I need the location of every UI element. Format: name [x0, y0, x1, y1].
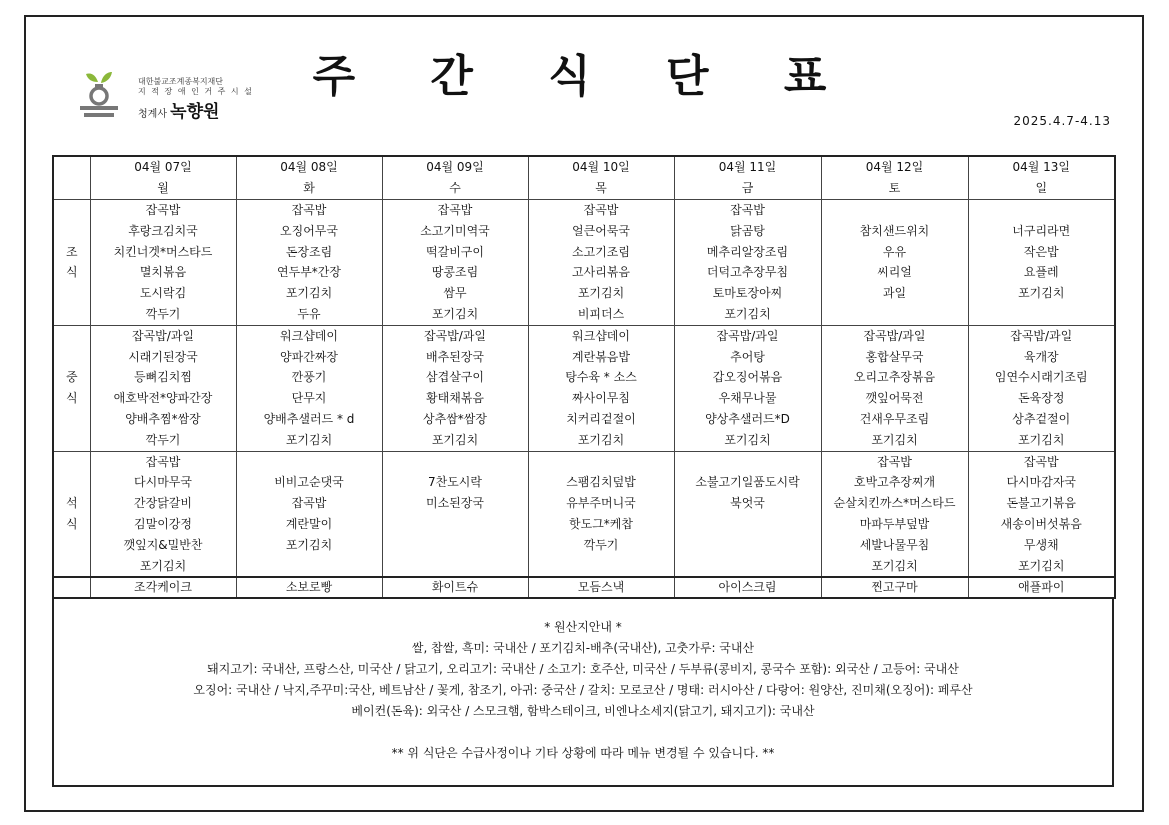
menu-item: 오리고추장볶음 — [853, 370, 936, 385]
menu-item — [822, 304, 968, 325]
day-date: 04월 07일 — [90, 156, 236, 178]
meal-cell — [968, 325, 1115, 451]
menu-item: 잡곡밥 — [437, 203, 473, 217]
meal-label — [53, 200, 90, 326]
menu-item: 너구리라면 — [1012, 223, 1071, 238]
menu-item: 우채무나물 — [718, 391, 777, 406]
menu-item: 미소된장국 — [426, 496, 484, 511]
menu-item: 잡곡밥/과일 — [131, 328, 194, 343]
snack-item: 소보로빵 — [236, 577, 382, 598]
day-date: 04월 11일 — [674, 156, 821, 178]
menu-item — [529, 452, 674, 473]
menu-item: 새송이버섯볶음 — [1000, 516, 1082, 531]
menu-item: 포기김치 — [871, 558, 918, 573]
org-name — [138, 97, 219, 122]
menu-item: 얼큰어묵국 — [572, 223, 630, 238]
note-line: 돼지고기: 국내산, 프랑스산, 미국산 / 닭고기, 오리고기: 국내산 / 소고기: 호주산, 미국산 / 두부류(콩비지, 콩국수 포함): 외국산 / 고등어: 국내산 — [207, 662, 959, 676]
menu-item: 세발나물무침 — [859, 537, 930, 552]
menu-item — [969, 200, 1115, 221]
menu-item: 삼겹살구이 — [426, 370, 484, 385]
menu-item: 참치샌드위치 — [859, 223, 930, 238]
menu-item — [822, 200, 968, 221]
menu-item: 스팸김치덮밥 — [566, 475, 636, 490]
menu-item: 씨리얼 — [877, 265, 912, 280]
header-date-row — [53, 156, 1115, 178]
menu-item — [237, 556, 382, 577]
meal-cell — [382, 200, 528, 326]
menu-item: 잡곡밥 — [877, 454, 912, 469]
meal-label — [53, 325, 90, 451]
menu-item: 등뼈김치찜 — [134, 370, 192, 385]
meal-cell — [90, 200, 236, 326]
day-date: 04월 13일 — [968, 156, 1115, 178]
day-date: 04월 09일 — [382, 156, 528, 178]
menu-item: 작은밥 — [1023, 244, 1059, 259]
day-weekday: 화 — [236, 178, 382, 200]
menu-item — [675, 535, 821, 556]
menu-item: 깻잎지&밀반찬 — [123, 537, 203, 552]
meal-row — [53, 325, 1115, 451]
menu-item — [383, 452, 528, 473]
meal-label-char: 식 — [65, 391, 78, 406]
meal-cell — [968, 451, 1115, 577]
menu-item — [383, 556, 528, 577]
menu-item: 애호박전*양파간장 — [113, 391, 213, 406]
org-main-name: 녹향원 — [170, 102, 220, 122]
menu-item: 워크샵데이 — [280, 328, 338, 343]
day-weekday: 목 — [528, 178, 674, 200]
menu-item: 소불고기일품도시락 — [695, 475, 800, 490]
meal-label-char: 중 — [65, 370, 78, 385]
menu-item: 우유 — [882, 244, 907, 259]
menu-item: 간장닭갈비 — [134, 496, 192, 511]
menu-item: 잡곡밥/과일 — [423, 328, 486, 343]
menu-item: 돈불고기볶음 — [1006, 496, 1077, 511]
menu-item: 북엇국 — [730, 496, 765, 511]
menu-item: 치킨너겟*머스타드 — [113, 244, 213, 259]
menu-item: 잡곡밥 — [583, 203, 619, 217]
meal-row — [53, 451, 1115, 577]
menu-item: 포기김치 — [285, 286, 333, 301]
org-facility-type: 지 적 장 애 인 거 주 시 설 — [138, 87, 254, 96]
menu-item: 양배추찜*쌈장 — [125, 411, 201, 426]
menu-item: 탕수육 * 소스 — [565, 370, 637, 385]
menu-item: 더덕고추장무침 — [706, 265, 789, 280]
menu-item: 양배추샐러드 * d — [263, 411, 355, 426]
menu-item: 워크샵데이 — [572, 328, 630, 343]
menu-item: 잡곡밥 — [730, 203, 765, 217]
menu-item: 짜사이무침 — [572, 391, 630, 406]
snack-item: 조각케이크 — [90, 577, 236, 598]
menu-item: 무생채 — [1023, 537, 1059, 552]
menu-item — [237, 452, 382, 473]
menu-item: 치커리겉절이 — [566, 411, 636, 426]
menu-item: 도시락김 — [139, 286, 187, 301]
meal-cell — [236, 451, 382, 577]
menu-item: 다시마무국 — [134, 475, 192, 490]
day-weekday: 금 — [674, 178, 821, 200]
menu-item: 깍두기 — [145, 432, 181, 447]
weekly-menu-table — [52, 155, 1116, 599]
meal-cell — [90, 325, 236, 451]
meal-label — [53, 451, 90, 577]
menu-item: 계란볶음밥 — [572, 349, 630, 364]
menu-item: 닭곰탕 — [730, 223, 765, 238]
menu-item: 추어탕 — [730, 349, 765, 364]
menu-item: 포기김치 — [1018, 558, 1065, 573]
menu-item: 김말이강정 — [134, 516, 192, 531]
menu-item: 쌈무 — [443, 286, 467, 301]
org-prefix: 청계사 — [138, 109, 167, 120]
menu-item: 상추겉절이 — [1012, 411, 1071, 426]
menu-item: 홍합살무국 — [865, 349, 924, 364]
header-corner — [53, 156, 90, 200]
meal-cell — [382, 451, 528, 577]
menu-item: 메추리알장조림 — [706, 244, 789, 259]
page-title: 주 간 식 단 표 — [312, 51, 857, 102]
menu-item: 핫도그*케찹 — [569, 516, 633, 531]
day-date: 04월 10일 — [528, 156, 674, 178]
origin-notes — [52, 597, 1114, 787]
menu-item: 갑오징어볶음 — [712, 370, 783, 385]
day-date: 04월 08일 — [236, 156, 382, 178]
day-date: 04월 12일 — [821, 156, 968, 178]
menu-item: 양파간짜장 — [280, 349, 338, 364]
menu-item: 돈장조림 — [285, 244, 333, 259]
day-weekday: 토 — [821, 178, 968, 200]
menu-item: 포기김치 — [139, 558, 187, 573]
organization-logo — [78, 70, 268, 122]
menu-item: 포기김치 — [431, 432, 479, 447]
menu-item: 포기김치 — [577, 432, 625, 447]
snack-label — [53, 577, 90, 598]
note-line: ** 위 식단은 수급사정이나 기타 상황에 따라 메뉴 변경될 수 있습니다. ** — [391, 746, 775, 760]
note-line — [54, 722, 1112, 743]
menu-item: 소고기미역국 — [420, 223, 490, 238]
meal-row — [53, 200, 1115, 326]
meal-cell — [968, 200, 1115, 326]
menu-item: 땅콩조림 — [431, 265, 479, 280]
menu-item: 잡곡밥 — [1023, 454, 1059, 469]
meal-cell — [528, 200, 674, 326]
menu-item: 과일 — [882, 286, 907, 301]
menu-item: 포기김치 — [871, 432, 918, 447]
menu-item: 돈육장정 — [1018, 391, 1065, 406]
menu-item — [675, 452, 821, 473]
meal-cell — [236, 325, 382, 451]
menu-item: 단무지 — [291, 391, 327, 406]
snack-row — [53, 577, 1115, 598]
note-line: * 원산지안내 * — [544, 620, 622, 634]
menu-item: 깍두기 — [583, 537, 619, 552]
header-weekday-row — [53, 178, 1115, 200]
meal-label-char: 석 — [65, 496, 78, 511]
meal-cell — [821, 451, 968, 577]
day-weekday: 월 — [90, 178, 236, 200]
menu-item: 두유 — [297, 306, 321, 321]
menu-item — [969, 304, 1115, 325]
day-weekday: 수 — [382, 178, 528, 200]
menu-item: 포기김치 — [285, 537, 333, 552]
menu-item: 임연수시래기조림 — [994, 370, 1088, 385]
note-line: 쌀, 찹쌀, 흑미: 국내산 / 포기김치-배추(국내산), 고춧가루: 국내산 — [411, 641, 755, 655]
menu-item: 비비고순댓국 — [274, 475, 344, 490]
menu-item: 잡곡밥/과일 — [863, 328, 926, 343]
menu-item: 요플레 — [1023, 265, 1059, 280]
menu-item: 계란말이 — [285, 516, 333, 531]
menu-item: 깻잎어묵전 — [865, 391, 924, 406]
menu-item: 순살치킨까스*머스타드 — [833, 496, 956, 511]
snack-item: 애플파이 — [968, 577, 1115, 598]
menu-item: 7찬도시락 — [427, 475, 482, 490]
menu-item: 잡곡밥/과일 — [1010, 328, 1073, 343]
snack-item: 모듬스낵 — [528, 577, 674, 598]
meal-cell — [821, 200, 968, 326]
menu-item — [675, 514, 821, 535]
menu-item: 잡곡밥 — [145, 454, 181, 469]
menu-item: 토마토장아찌 — [712, 286, 783, 301]
menu-item — [383, 535, 528, 556]
menu-item: 포기김치 — [285, 432, 333, 447]
menu-item: 포기김치 — [1018, 432, 1065, 447]
menu-item: 소고기조림 — [572, 244, 630, 259]
menu-item: 후랑크김치국 — [128, 223, 198, 238]
date-range: 2025.4.7-4.13 — [1013, 114, 1111, 128]
menu-item: 떡갈비구이 — [426, 244, 484, 259]
menu-item: 깐풍기 — [291, 370, 327, 385]
note-line: 베이컨(돈육): 외국산 / 스모크햄, 함박스테이크, 비엔나소세지(닭고기, 돼지고기): 국내산 — [351, 704, 815, 718]
menu-item: 양상추샐러드*D — [705, 411, 790, 426]
menu-item: 연두부*간장 — [277, 265, 341, 280]
menu-item: 유부주머니국 — [566, 496, 636, 511]
org-foundation-name: 대한불교조계종복지재단 — [138, 77, 224, 86]
menu-item: 비피더스 — [577, 306, 625, 321]
menu-item: 황태채볶음 — [426, 391, 484, 406]
menu-item: 잡곡밥 — [291, 496, 327, 511]
menu-item: 건새우무조림 — [859, 411, 930, 426]
menu-item: 시래기된장국 — [128, 349, 198, 364]
meal-cell — [382, 325, 528, 451]
menu-item: 고사리볶음 — [572, 265, 630, 280]
menu-item: 오징어무국 — [280, 223, 338, 238]
meal-cell — [821, 325, 968, 451]
snack-item: 아이스크림 — [674, 577, 821, 598]
menu-item: 호박고추장찌개 — [853, 475, 936, 490]
meal-label-char: 식 — [65, 265, 78, 280]
menu-item: 포기김치 — [431, 306, 479, 321]
meal-cell — [674, 325, 821, 451]
menu-item: 다시마감자국 — [1006, 475, 1077, 490]
menu-item: 포기김치 — [577, 286, 625, 301]
menu-item: 포기김치 — [724, 432, 771, 447]
menu-item: 포기김치 — [724, 306, 771, 321]
menu-item — [675, 556, 821, 577]
meal-cell — [236, 200, 382, 326]
menu-item: 배추된장국 — [426, 349, 484, 364]
menu-item: 잡곡밥/과일 — [716, 328, 779, 343]
menu-item: 멸치볶음 — [139, 265, 187, 280]
day-weekday: 일 — [968, 178, 1115, 200]
meal-cell — [528, 325, 674, 451]
lotus-logo-icon — [78, 70, 124, 120]
meal-label-char: 식 — [65, 516, 78, 531]
snack-item: 찐고구마 — [821, 577, 968, 598]
menu-item: 잡곡밥 — [145, 203, 181, 217]
meal-cell — [674, 200, 821, 326]
meal-cell — [528, 451, 674, 577]
menu-item: 잡곡밥 — [291, 203, 327, 217]
menu-item: 상추쌈*쌈장 — [423, 411, 487, 426]
menu-item: 깍두기 — [145, 306, 181, 321]
snack-item: 화이트슈 — [382, 577, 528, 598]
meal-cell — [90, 451, 236, 577]
menu-item: 포기김치 — [1018, 286, 1065, 301]
meal-cell — [674, 451, 821, 577]
menu-item — [529, 556, 674, 577]
menu-item — [383, 514, 528, 535]
note-line: 오징어: 국내산 / 낙지,주꾸미:국산, 베트남산 / 꽃게, 참조기, 아귀: 중국산 / 갈치: 모로코산 / 명태: 러시아산 / 다랑어: 원양산, 진미채(오징어): 페루산 — [193, 683, 973, 697]
meal-label-char: 조 — [65, 244, 78, 259]
menu-item: 육개장 — [1023, 349, 1059, 364]
menu-item: 마파두부덮밥 — [859, 516, 930, 531]
